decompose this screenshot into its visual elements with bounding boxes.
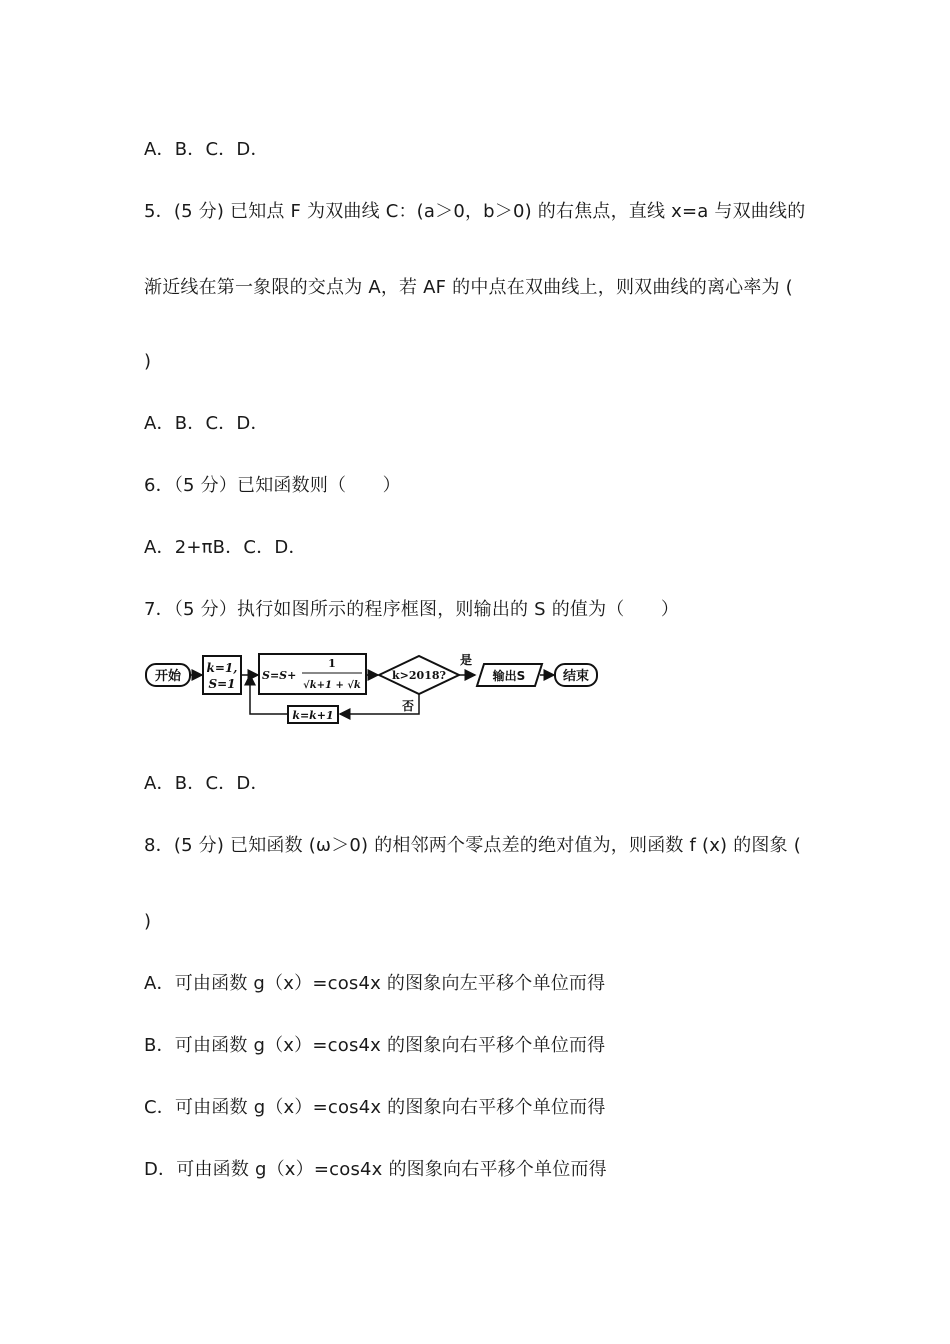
init-k: k=1, xyxy=(206,661,238,675)
q5-options: A．B．C．D． xyxy=(144,413,269,434)
q8-stem-line2: ) xyxy=(144,911,152,932)
start-label: 开始 xyxy=(154,669,182,684)
q8-option-a: A．可由函数 g（x）=cos4x 的图象向左平移个单位而得 xyxy=(144,973,606,994)
q6-options: A．2+πB．C．D． xyxy=(144,537,307,558)
condition-label: k>2018? xyxy=(392,669,446,682)
output-label: 输出S xyxy=(492,669,526,683)
program-flowchart xyxy=(140,648,610,730)
q8-stem-line1: 8．(5 分) 已知函数 (ω＞0) 的相邻两个零点差的绝对值为，则函数 f (x) 的图象 ( xyxy=(144,835,801,856)
q7-options: A．B．C．D． xyxy=(144,773,269,794)
update-numerator: 1 xyxy=(328,657,336,670)
no-label: 否 xyxy=(401,699,415,713)
increment-label: k=k+1 xyxy=(292,709,334,722)
update-prefix: S=S+ xyxy=(262,669,297,682)
q8-option-d: D．可由函数 g（x）=cos4x 的图象向右平移个单位而得 xyxy=(144,1159,607,1180)
q6-stem: 6．（5 分）已知函数则（ ） xyxy=(144,475,401,496)
q8-option-c: C．可由函数 g（x）=cos4x 的图象向右平移个单位而得 xyxy=(144,1097,606,1118)
update-denominator: √k+1 + √k xyxy=(303,680,361,691)
q5-stem-line3: ) xyxy=(144,351,152,372)
q5-stem-line2: 渐近线在第一象限的交点为 A，若 AF 的中点在双曲线上，则双曲线的离心率为 ( xyxy=(144,277,793,298)
init-s: S=1 xyxy=(208,677,236,691)
end-label: 结束 xyxy=(562,669,590,684)
yes-label: 是 xyxy=(459,653,473,667)
q5-stem-line1: 5．(5 分) 已知点 F 为双曲线 C：(a＞0，b＞0) 的右焦点，直线 x=a 与双曲线的 xyxy=(144,201,806,222)
q4-options: A．B．C．D． xyxy=(144,139,269,160)
q7-stem: 7．（5 分）执行如图所示的程序框图，则输出的 S 的值为（ ） xyxy=(144,599,680,620)
q8-option-b: B．可由函数 g（x）=cos4x 的图象向右平移个单位而得 xyxy=(144,1035,606,1056)
